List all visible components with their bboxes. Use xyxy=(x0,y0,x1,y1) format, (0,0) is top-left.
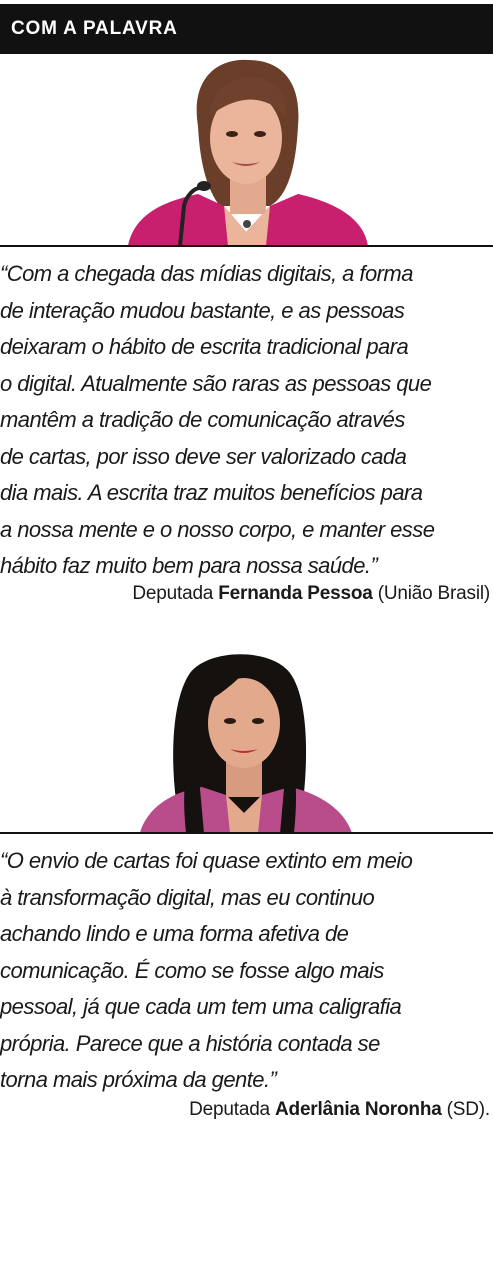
quote-text: “Com a chegada das mídias digitais, a forma de interação mudou bastante, e as pessoas deixaram o hábito de escrita tradicional para o digital. Atualmente são raras as pessoas que mantêm a tradição de comunicação através de cartas, por isso deve ser valorizado cada dia mais. A escrita traz muitos benefícios para a nossa mente e o nosso corpo, e manter esse hábito faz muito bem para nossa saúde.” xyxy=(0,261,435,578)
portrait-illustration xyxy=(120,56,375,246)
divider-line xyxy=(0,245,493,247)
section-title: COM A PALAVRA xyxy=(11,18,178,39)
portrait-photo-aderlania-noronha xyxy=(130,645,360,833)
section-header xyxy=(0,4,493,54)
speaker-name: Aderlânia Noronha xyxy=(275,1099,442,1120)
divider-line xyxy=(0,832,493,834)
portrait-photo-fernanda-pessoa xyxy=(120,56,375,246)
portrait-illustration xyxy=(130,645,360,833)
quote-attribution: Deputada Aderlânia Noronha (SD). xyxy=(189,1099,490,1120)
speaker-name: Fernanda Pessoa xyxy=(218,583,373,604)
quote-text: “O envio de cartas foi quase extinto em meio à transformação digital, mas eu continuo achando lindo e uma forma afetiva de comunicação. É como se fosse algo mais pessoal, já que cada um tem uma caligrafia própria. Parece que a história contada se torna mais próxima da gente.” xyxy=(0,848,413,1092)
quote-attribution: Deputada Fernanda Pessoa (União Brasil) xyxy=(132,583,490,604)
